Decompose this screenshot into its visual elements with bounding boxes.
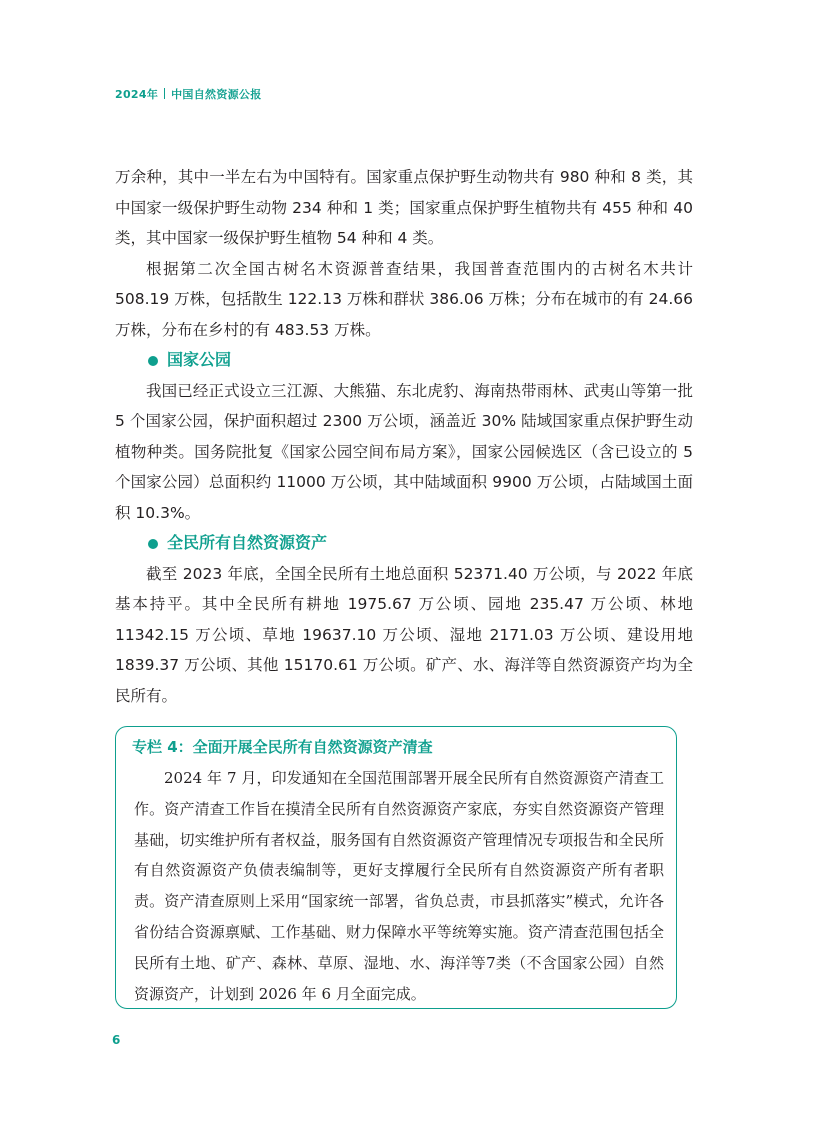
paragraph-ancient-trees: 根据第二次全国古树名木资源普查结果，我国普查范围内的古树名木共计 508.19 万株，包括散生 122.13 万株和群状 386.06 万株；分布在城市的有 24.66 万株，分布在乡村的有 483.53 万株。 xyxy=(115,259,693,339)
header-report-title: 中国自然资源公报 xyxy=(171,88,262,101)
header-divider xyxy=(164,88,165,99)
header-year: 2024年 xyxy=(115,88,159,101)
main-content xyxy=(115,162,693,711)
section-heading-public-assets xyxy=(115,528,693,559)
section-heading-national-parks xyxy=(115,345,693,376)
column-box-title: 专栏 4：全面开展全民所有自然资源资产清查 xyxy=(132,738,433,756)
bullet-dot-icon xyxy=(148,356,158,366)
paragraph-national-parks: 我国已经正式设立三江源、大熊猫、东北虎豹、海南热带雨林、武夷山等第一批 5 个国家公园，保护面积超过 2300 万公顷，涵盖近 30% 陆域国家重点保护野生动植物种类。国务院批复《国家公园空间布局方案》，国家公园候选区（含已设立的 5 个国家公园）总面积约 11000 万公顷，其中陆域面积 9900 万公顷，占陆域国土面积 10.3%。 xyxy=(115,381,693,522)
column-box xyxy=(115,726,677,1009)
paragraph-public-assets: 截至 2023 年底，全国全民所有土地总面积 52371.40 万公顷，与 2022 年底基本持平。其中全民所有耕地 1975.67 万公顷、园地 235.47 万公顷、林地 11342.15 万公顷、草地 19637.10 万公顷、湿地 2171.03 万公顷、建设用地 1839.37 万公顷、其他 15170.61 万公顷。矿产、水、海洋等自然资源资产均为全民所有。 xyxy=(115,564,693,705)
running-header xyxy=(115,86,262,102)
bullet-dot-icon xyxy=(148,539,158,549)
page-number: 6 xyxy=(112,1033,121,1047)
paragraph-species-protection: 万余种，其中一半左右为中国特有。国家重点保护野生动物共有 980 种和 8 类，其中国家一级保护野生动物 234 种和 1 类；国家重点保护野生植物共有 455 种和 40 类，其中国家一级保护野生植物 54 种和 4 类。 xyxy=(115,168,693,247)
section-heading-text: 全民所有自然资源资产 xyxy=(167,533,328,552)
column-box-text: 2024 年 7 月，印发通知在全国范围部署开展全民所有自然资源资产清查工作。资产清查工作旨在摸清全民所有自然资源资产家底，夯实自然资源资产管理基础，切实维护所有者权益，服务国有自然资源资产管理情况专项报告和全民所有自然资源资产负债表编制等，更好支撑履行全民所有自然资源资产所有者职责。资产清查原则上采用“国家统一部署，省负总责，市县抓落实”模式，允许各省份结合资源禀赋、工作基础、财力保障水平等统筹实施。资产清查范围包括全民所有土地、矿产、森林、草原、湿地、水、海洋等7类（不含国家公园）自然资源资产，计划到 2026 年 6 月全面完成。 xyxy=(134,769,664,1003)
section-heading-text: 国家公园 xyxy=(167,350,232,369)
